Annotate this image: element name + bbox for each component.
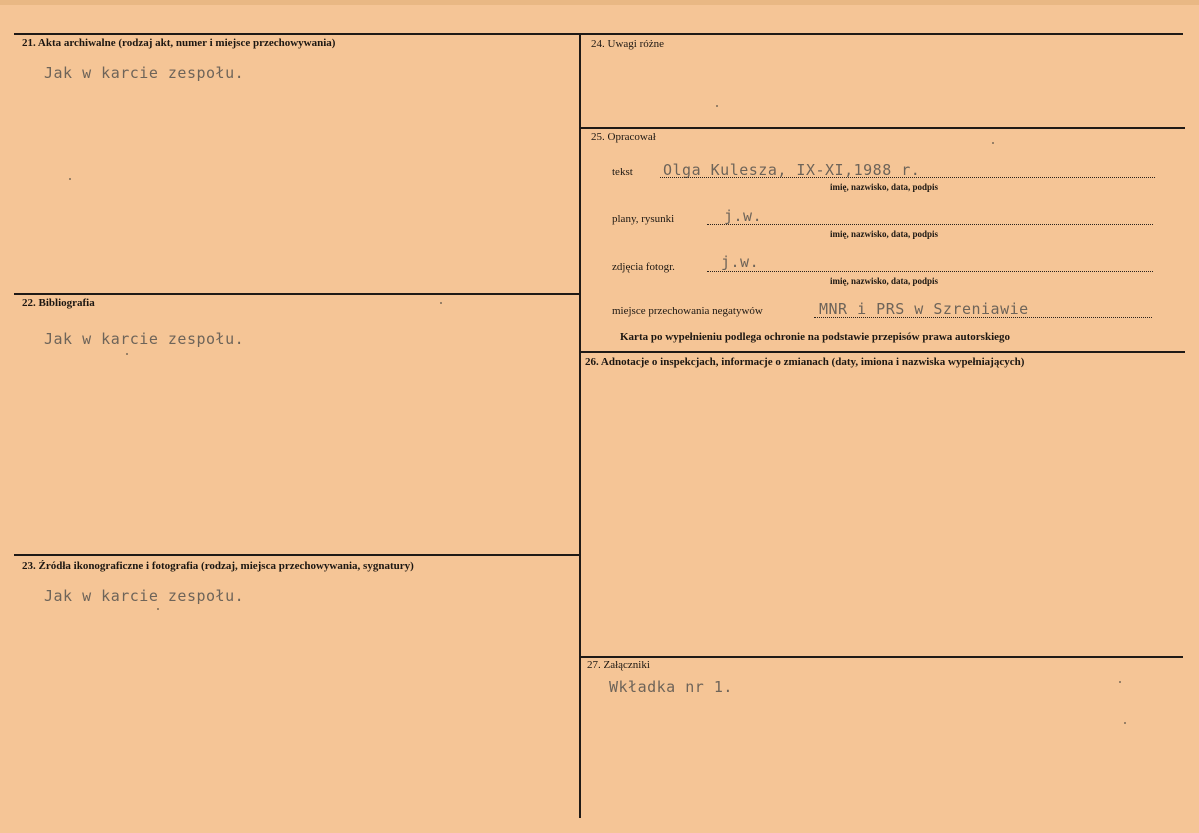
paper-speck <box>440 302 442 304</box>
zdjecia-label: zdjęcia fotogr. <box>612 261 675 273</box>
paper-speck <box>157 608 159 610</box>
section-23-value: Jak w karcie zespołu. <box>44 587 245 605</box>
plany-value: j.w. <box>724 207 763 225</box>
section-24-label: 24. Uwagi różne <box>591 38 665 50</box>
paper-speck <box>126 353 128 355</box>
section-27-label: 27. Załączniki <box>587 659 650 671</box>
section-27-value: Wkładka nr 1. <box>609 678 733 696</box>
plany-caption: imię, nazwisko, data, podpis <box>830 229 939 239</box>
zdjecia-caption: imię, nazwisko, data, podpis <box>830 276 939 286</box>
zdjecia-dotted-line <box>707 271 1153 272</box>
section-21-label: 21. Akta archiwalne (rodzaj akt, numer i miejsce przechowywania) <box>22 37 336 49</box>
rule-24-25 <box>580 127 1185 129</box>
tekst-caption: imię, nazwisko, data, podpis <box>830 182 939 192</box>
zdjecia-value: j.w. <box>721 253 760 271</box>
negatywy-value: MNR i PRS w Szreniawie <box>819 300 1029 318</box>
section-21-value: Jak w karcie zespołu. <box>44 64 245 82</box>
paper-speck <box>1124 722 1126 724</box>
card-top-edge <box>0 0 1199 5</box>
center-rule <box>579 33 581 818</box>
paper-speck <box>992 142 994 144</box>
tekst-value: Olga Kulesza, IX-XI,1988 r. <box>663 161 921 179</box>
rule-25-26 <box>580 351 1185 353</box>
rule-26-27 <box>580 656 1183 658</box>
plany-label: plany, rysunki <box>612 213 675 225</box>
negatywy-label: miejsce przechowania negatywów <box>612 305 763 317</box>
tekst-label: tekst <box>612 166 633 178</box>
section-25-label: 25. Opracował <box>591 131 656 143</box>
paper-speck <box>1119 681 1121 683</box>
section-23-label: 23. Źródła ikonograficzne i fotografia (rodzaj, miejsca przechowywania, sygnatury) <box>22 560 414 572</box>
top-rule <box>14 33 1183 35</box>
section-22-value: Jak w karcie zespołu. <box>44 330 245 348</box>
negatywy-dotted-line <box>814 317 1152 318</box>
plany-dotted-line <box>707 224 1153 225</box>
rule-21-22 <box>14 293 580 295</box>
section-26-label: 26. Adnotacje o inspekcjach, informacje o zmianach (daty, imiona i nazwiska wypełniających) <box>585 356 1025 368</box>
tekst-dotted-line <box>660 177 1155 178</box>
paper-speck <box>69 178 71 180</box>
copyright-note: Karta po wypełnieniu podlega ochronie na podstawie przepisów prawa autorskiego <box>620 331 1011 343</box>
rule-22-23 <box>14 554 580 556</box>
paper-speck <box>716 105 718 107</box>
section-22-label: 22. Bibliografia <box>22 297 95 309</box>
